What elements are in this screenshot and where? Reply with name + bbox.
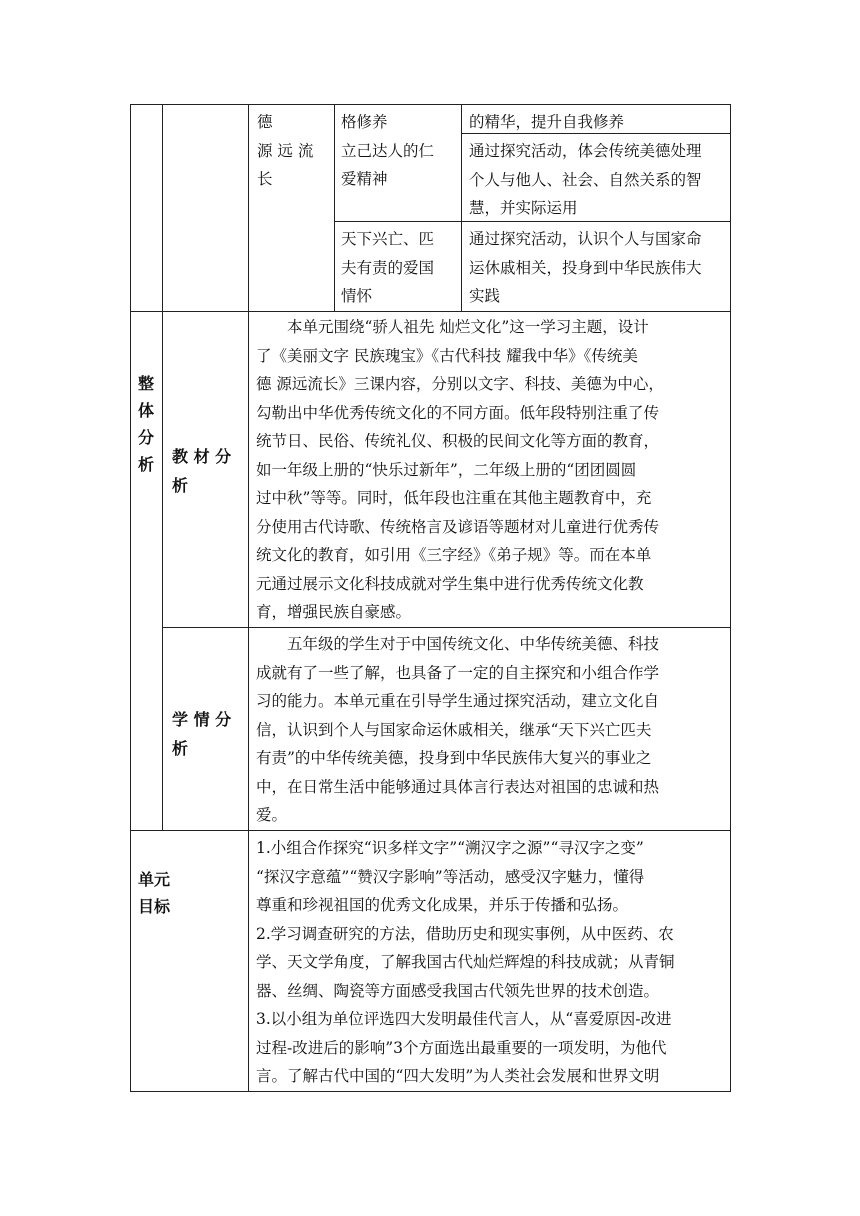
label-unit-goals: 单元 目标 [138,870,171,916]
column-divider [248,104,249,1092]
cell-topic-1: 格修养 立己达人的仁 爱精神 [341,113,435,188]
label-overall-analysis: 整 体 分 析 [138,374,155,474]
table-border-top [130,104,731,105]
table-border-right [730,104,731,1092]
student-analysis-text: 五年级的学生对于中国传统文化、中华传统美德、科技 成就有了一些了解，也具备了一定的自主探究和小组合作学 习的能力。本单元重在引导学生通过探究活动，建立文化自 信，认识到个人与国家命运休戚相关，继承“天下兴亡匹夫 有责”的中华传统美德，投身到中华民族伟大复兴的事业之 中，在日常生活中能够通过具体言行表达对祖国的忠诚和热 爱。 [256,635,660,824]
table-border-bottom [130,1091,731,1092]
section-divider [130,830,731,831]
cell-goal-2: 通过探究活动，体会传统美德处理 个人与他人、社会、自然关系的智 慧，并实际运用 [469,142,702,217]
cell-goal-3: 通过探究活动，认识个人与国家命 运休戚相关，投身到中华民族伟大 实践 [469,230,702,305]
cell-goal-1: 的精华，提升自我修养 [469,113,625,131]
table-border-left [130,104,131,1092]
column-divider [461,104,462,312]
column-divider [334,104,335,312]
cell-topic-2: 天下兴亡、匹 夫有责的爱国 情怀 [341,230,435,305]
section-divider [130,311,731,312]
label-student-analysis: 学 情 分 析 [172,710,232,758]
cell-lesson-title: 德 源 远 流 长 [257,113,314,188]
column-divider [162,104,163,831]
label-materials-analysis: 教 材 分 析 [172,447,232,495]
materials-analysis-text: 本单元围绕“骄人祖先 灿烂文化”这一学习主题，设计 了《美丽文字 民族瑰宝》《古代科技 耀我中华》《传统美 德 源远流长》三课内容，分别以文字、科技、美德为中心， 勾勒出中华优秀传统文化的不同方面。低年段特别注重了传 统节日、民俗、传统礼仪、积极的民间文化等方面的教育， 如一年级上册的“快乐过新年”，二年级上册的“团团圆圆 过中秋”等等。同时，低年段也注重在其他主题教育中，充 分使用古代诗歌、传统格言及谚语等题材对儿童进行优秀传 统文化的教育，如引用《三字经》《弟子规》等。而在本单 元通过展示文化科技成就对学生集中进行优秀传统文化教 育，增强民族自豪感。 [256,318,664,621]
unit-goals-text: 1.小组合作探究“识多样文字”“溯汉字之源”“寻汉字之变” “探汉字意蕴”“赞汉字影响”等活动，感受汉字魅力，懂得 尊重和珍视祖国的优秀文化成果，并乐于传播和弘扬。 2.学习调查研究的方法，借助历史和现实事例，从中医药、农 学、天文学角度，了解我国古代灿烂辉煌的科技成就；从青铜 器、丝绸、陶瓷等方面感受我国古代领先世界的技术创造。 3.以小组为单位评选四大发明最佳代言人，从“喜爱原因-改进 过程-改进后的影响”3个方面选出最重要的一项发明，为他代 言。了解古代中国的“四大发明”为人类社会发展和世界文明 [256,839,675,1085]
